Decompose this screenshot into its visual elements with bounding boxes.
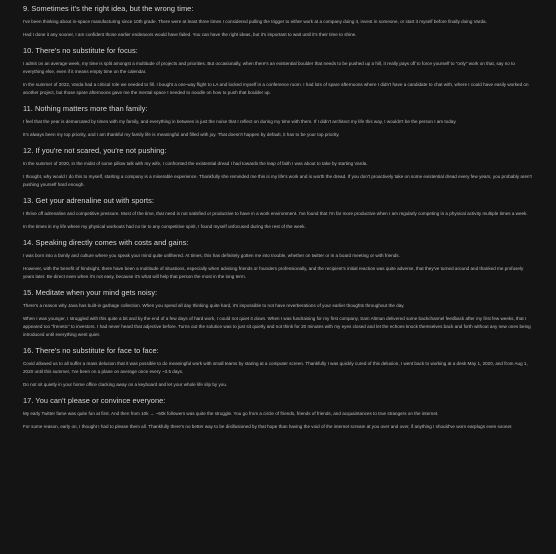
paragraph: In the summer of 2020, in the midst of some pillow talk with my wife, I confronted the existential dread I had towards the leap of faith I was about to take by starting Varda. (23, 161, 368, 166)
paragraph: My early Twitter fame was quite fun at first. And then from 10k → ~50k followers was quite the struggle. You go from a circle of friends, friends of friends, and acquaintances to true strangers on the internet. (23, 411, 439, 416)
paragraph: I admit on an average week, my time is split amongst a multitude of projects and priorities. But occasionally, when there's an existential boulder that needs to be pushed up a hill, it really pays off to force yourself to "only" work on that, say no to everything else, even if it means empty time on the calendar. (23, 61, 515, 74)
section-17 (23, 396, 532, 431)
section-heading: 11. Nothing matters more than family: (23, 104, 148, 113)
paragraph: When I was younger, I struggled with this quite a bit and by the end of a few days of hard work, I could not quiet it down. When I was fundraising for my first company, Sam Altman delivered some backchannel feedback after my first few weeks, that I appeared too "frenetic" to investors. I had never heard that adjective before. Turns out the solution was to just sit quietly and not think for 20 minutes with my eyes closed and let the echoes knock themselves back and forth without any new ones being introduced until everything went quiet. (23, 316, 531, 337)
section-heading: 10. There's no substitute for focus: (23, 46, 138, 55)
paragraph: There's a reason why Java has built-in garbage collection. When you spend all day thinking quite hard, it's impossible to not have reverberations of your earlier thoughts throughout the day. (23, 303, 405, 308)
section-12 (23, 146, 532, 189)
paragraph: I thought, why would I do this to myself, starting a company is a miserable experience. Thankfully she reminded me this is my life's work and is worth the dread. If you don't proactively take on some existential dread every few years, you probably aren't pushing yourself hard enough. (23, 174, 532, 187)
section-13 (23, 196, 532, 231)
paragraph: Covid allowed us to all suffer a mass delusion that it was possible to do meaningful work with small teams by staring at a computer screen. Thankfully I was quickly cured of this delusion, I went back to working at a desk May 1, 2020, and from Aug 1, 2020 until this summer, I've been on a plane on average once every ~3.5 days. (23, 361, 528, 374)
paragraph: For some reason, early on, I thought I had to please them all. Thankfully there's no better way to be disillusioned by that hope than having the void of the internet scream at you over and over, if anything I should've worn earplugs even sooner. (23, 424, 513, 429)
paragraph: I was born into a family and culture where you speak your mind quite unfiltered. At times, this has definitely gotten me into trouble, whether on twitter or in a board meeting or with friends. (23, 253, 400, 258)
paragraph: Do not sit quietly in your home office clacking away on a keyboard and let your whole life slip by you. (23, 382, 228, 387)
section-14 (23, 238, 532, 281)
paragraph: In the summer of 2022, Varda had a critical role we needed to fill. I bought a one-way flight to LA and locked myself in a conference room. I had lots of spare afternoons where I didn't have a candidate to chat with, where I could have easily worked on another project, but those spare afternoons gave me the mental space I needed to noodle on how to push that boulder up. (23, 82, 529, 95)
section-heading: 16. There's no substitute for face to face: (23, 346, 159, 355)
paragraph: It's always been my top priority, and I am thankful my family life is meaningful and filled with joy. That doesn't happen by default, it has to be your top priority. (23, 132, 340, 137)
section-heading: 14. Speaking directly comes with costs and gains: (23, 238, 189, 247)
section-heading: 9. Sometimes it's the right idea, but the wrong time: (23, 4, 194, 13)
paragraph: I feel that the year is demarcated by times with my family, and everything in between is just the noise that I reflect on during my time with them. If I didn't architect my life this way, I wouldn't be the person I am today. (23, 119, 457, 124)
section-11 (23, 104, 532, 139)
section-heading: 12. If you're not scared, you're not pushing: (23, 146, 167, 155)
paragraph: In the times in my life where my physical workouts had no tie to any competitive spirit, I found myself unfocused during the rest of the week. (23, 224, 306, 229)
paragraph: I thrive off adrenaline and competitive pressure. Most of the time, that need is not satisfied or productive to have in a work environment. I've found that I'm far more productive when I am regularly competing in a physical activity multiple times a week. (23, 211, 528, 216)
section-15 (23, 288, 532, 339)
section-16 (23, 346, 532, 389)
section-10 (23, 46, 532, 97)
section-heading: 13. Get your adrenaline out with sports: (23, 196, 154, 205)
paragraph: I've been thinking about in-space manufacturing since 10th grade. There were at least three times I considered pulling the trigger to either work at a company doing it, invest in someone, or start it myself before finally doing Varda. (23, 19, 487, 24)
section-9 (23, 4, 532, 39)
paragraph: Had I done it any sooner, I am confident those earlier endeavors would have failed. You can have the right ideas, but it's important to wait until it's their time to shine. (23, 32, 357, 37)
section-heading: 15. Meditate when your mind gets noisy: (23, 288, 158, 297)
section-heading: 17. You can't please or convince everyone: (23, 396, 166, 405)
paragraph: However, with the benefit of hindsight, there have been a multitude of situations, especially when advising friends or founders professionally, and the recipient's initial reaction was quite adverse, that they've turned around and thanked me profusely years later. Be direct even when it's not easy, because it's what will help that person the most in the long term. (23, 266, 524, 279)
